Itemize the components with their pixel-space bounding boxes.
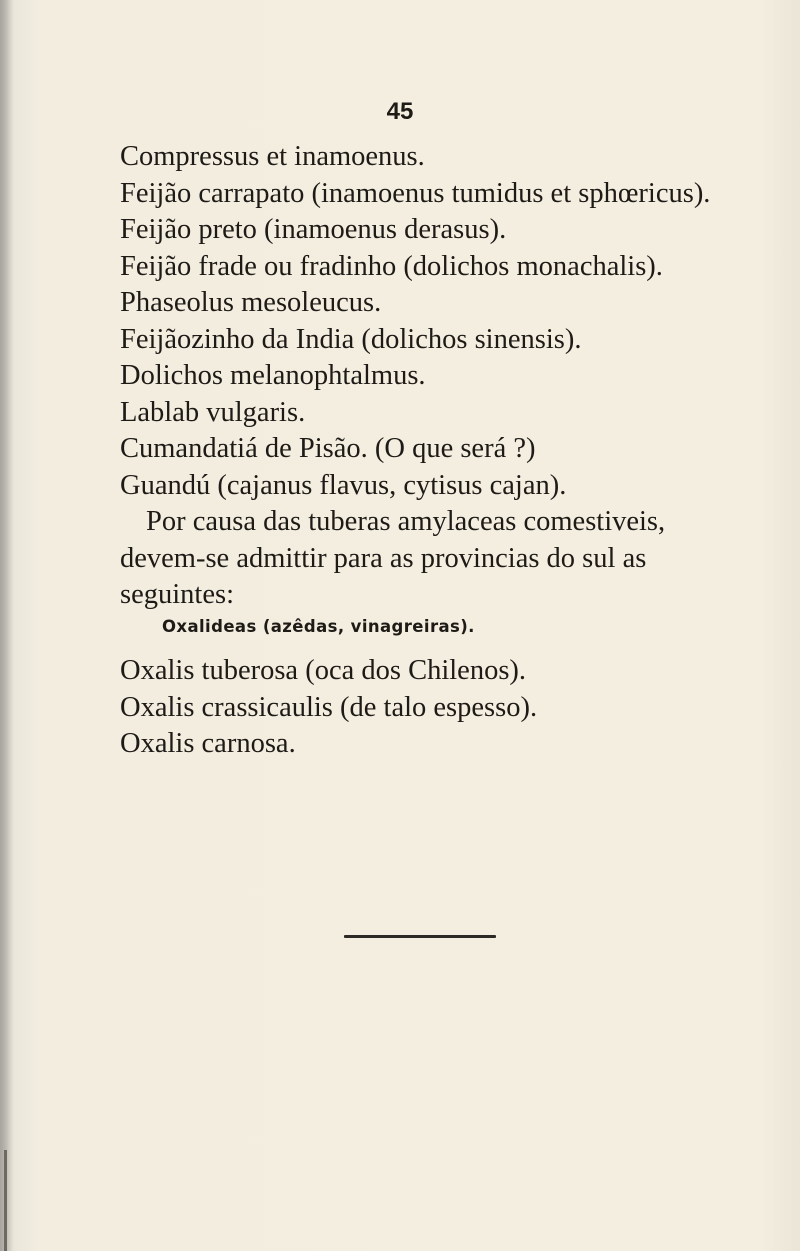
section-subheading: Oxalideas (azêdas, vinagreiras). — [162, 617, 475, 636]
text-line: Lablab vulgaris. — [120, 397, 306, 428]
text-line: Feijãozinho da India (dolichos sinensis). — [120, 324, 582, 355]
text-line: Phaseolus mesoleucus. — [120, 287, 382, 318]
paragraph-line: devem-se admittir para as provincias do sul as — [120, 543, 647, 574]
paragraph-first-line: Por causa das tuberas amylaceas comestiveis, — [146, 506, 666, 537]
text-line: Cumandatiá de Pisão. (O que será ?) — [120, 433, 536, 464]
text-line: Oxalis crassicaulis (de talo espesso). — [120, 692, 538, 723]
page-number: 45 — [386, 98, 414, 125]
text-line: Guandú (cajanus flavus, cytisus cajan). — [120, 470, 567, 501]
text-line: Oxalis tuberosa (oca dos Chilenos). — [120, 655, 527, 686]
spine-shadow — [0, 0, 14, 1251]
end-rule — [344, 935, 496, 938]
text-line: Feijão carrapato (inamoenus tumidus et sphœricus). — [120, 178, 711, 209]
text-line: Feijão frade ou fradinho (dolichos monachalis). — [120, 251, 663, 282]
text-line: Dolichos melanophtalmus. — [120, 360, 426, 391]
paragraph-line: seguintes: — [120, 579, 234, 610]
text-line: Feijão preto (inamoenus derasus). — [120, 214, 507, 245]
text-line: Oxalis carnosa. — [120, 728, 296, 759]
binding-mark — [4, 1150, 7, 1251]
text-line: Compressus et inamoenus. — [120, 141, 425, 172]
